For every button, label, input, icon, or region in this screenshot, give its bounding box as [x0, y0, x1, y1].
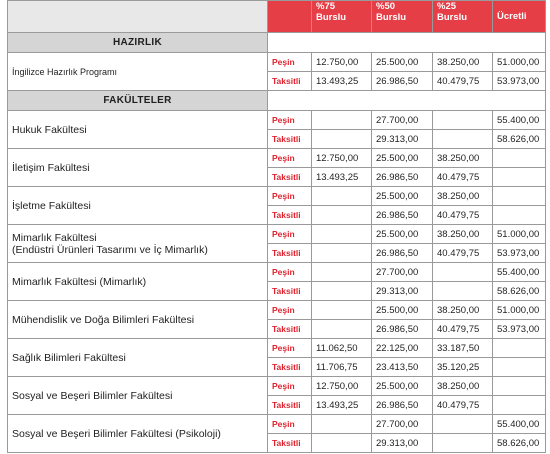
fee-full-cell: 58.626,00: [493, 282, 546, 301]
payment-type: Taksitli: [268, 320, 312, 339]
table-body: [8, 33, 546, 453]
fee-full-cell: [493, 206, 546, 225]
fee-50-cell: 26.986,50: [372, 168, 433, 187]
fee-50-cell: 26.986,50: [372, 206, 433, 225]
fee-75-cell: 13.493,25: [312, 396, 372, 415]
fee-25-cell: 38.250,00: [433, 149, 493, 168]
fee-full-cell: [493, 168, 546, 187]
payment-type: Peşin: [268, 377, 312, 396]
payment-type: Taksitli: [268, 244, 312, 263]
table-row: [8, 415, 546, 434]
table-row: [8, 225, 546, 244]
program-name: İletişim Fakültesi: [12, 161, 90, 174]
program-name: Mimarlık Fakültesi (Mimarlık): [12, 275, 147, 288]
program-name: Hukuk Fakültesi: [12, 123, 87, 136]
fee-75-cell: [312, 225, 372, 244]
fee-full-cell: 58.626,00: [493, 434, 546, 453]
program-name-cell: [8, 225, 268, 263]
fee-full-cell: 51.000,00: [493, 301, 546, 320]
fee-75-cell: 12.750,00: [312, 53, 372, 72]
fee-25-cell: 33.187,50: [433, 339, 493, 358]
header-row: [8, 1, 546, 33]
payment-type: Peşin: [268, 111, 312, 130]
fee-25-cell: 38.250,00: [433, 301, 493, 320]
program-name-cell: [8, 111, 268, 149]
section-header-row: [8, 33, 546, 53]
program-name-cell: [8, 149, 268, 187]
fee-25-cell: 38.250,00: [433, 53, 493, 72]
fee-25-cell: 40.479,75: [433, 206, 493, 225]
payment-type: Peşin: [268, 53, 312, 72]
payment-type: Taksitli: [268, 434, 312, 453]
fee-50-cell: 23.413,50: [372, 358, 433, 377]
fee-full-cell: 53.973,00: [493, 320, 546, 339]
table-row: [8, 301, 546, 320]
program-name-cell: [8, 187, 268, 225]
fee-50-cell: 22.125,00: [372, 339, 433, 358]
fee-75-cell: 11.706,75: [312, 358, 372, 377]
program-name-cell: [8, 301, 268, 339]
fee-25-cell: [433, 434, 493, 453]
fee-75-cell: [312, 111, 372, 130]
fee-25-cell: 40.479,75: [433, 396, 493, 415]
fee-75-cell: [312, 187, 372, 206]
fee-50-cell: 27.700,00: [372, 111, 433, 130]
payment-type: Peşin: [268, 187, 312, 206]
fee-full-cell: 51.000,00: [493, 225, 546, 244]
table-row: [8, 263, 546, 282]
fee-full-cell: [493, 149, 546, 168]
fee-25-cell: 40.479,75: [433, 244, 493, 263]
program-name: Sosyal ve Beşeri Bilimler Fakültesi: [12, 389, 173, 402]
payment-type: Peşin: [268, 339, 312, 358]
fee-50-cell: 27.700,00: [372, 263, 433, 282]
payment-type: Taksitli: [268, 206, 312, 225]
fee-25-cell: [433, 282, 493, 301]
fee-50-cell: 25.500,00: [372, 187, 433, 206]
payment-type: Taksitli: [268, 396, 312, 415]
payment-type: Peşin: [268, 263, 312, 282]
fee-full-cell: [493, 339, 546, 358]
table-row: [8, 377, 546, 396]
program-name: Mimarlık Fakültesi: [12, 231, 97, 244]
header-25-scholarship: [433, 1, 493, 33]
fee-50-cell: 25.500,00: [372, 149, 433, 168]
fee-25-cell: 38.250,00: [433, 377, 493, 396]
program-name: İngilizce Hazırlık Programı: [12, 66, 118, 77]
section-spacer-cell: [268, 33, 546, 53]
fee-full-cell: [493, 396, 546, 415]
payment-type: Taksitli: [268, 168, 312, 187]
payment-type: Taksitli: [268, 130, 312, 149]
program-name-cell: [8, 339, 268, 377]
fee-75-cell: [312, 282, 372, 301]
fee-50-cell: 29.313,00: [372, 282, 433, 301]
program-name: İşletme Fakültesi: [12, 199, 91, 212]
header-payment-type-cell: [268, 1, 312, 33]
fee-50-cell: 29.313,00: [372, 434, 433, 453]
fee-75-cell: [312, 244, 372, 263]
fee-50-cell: 25.500,00: [372, 377, 433, 396]
fee-75-cell: 13.493,25: [312, 168, 372, 187]
payment-type: Taksitli: [268, 72, 312, 91]
tuition-fee-table: [7, 0, 546, 453]
fee-50-cell: 25.500,00: [372, 301, 433, 320]
header-75-label: %75: [316, 1, 336, 12]
fee-25-cell: [433, 130, 493, 149]
table-row: [8, 339, 546, 358]
fee-75-cell: [312, 434, 372, 453]
program-name-cell: [8, 377, 268, 415]
fee-75-cell: [312, 130, 372, 149]
payment-type: Taksitli: [268, 358, 312, 377]
fee-25-cell: 38.250,00: [433, 187, 493, 206]
fee-75-cell: [312, 263, 372, 282]
table-row: [8, 187, 546, 206]
payment-type: Taksitli: [268, 282, 312, 301]
fee-25-cell: 40.479,75: [433, 72, 493, 91]
fee-50-cell: 25.500,00: [372, 53, 433, 72]
program-name: (Endüstri Ürünleri Tasarımı ve İç Mimarlık): [12, 243, 208, 256]
header-blank-cell: [8, 1, 268, 33]
fee-75-cell: 12.750,00: [312, 149, 372, 168]
fee-75-cell: [312, 320, 372, 339]
section-header-row: [8, 91, 546, 111]
program-name: Sosyal ve Beşeri Bilimler Fakültesi (Psikoloji): [12, 427, 221, 440]
fee-50-cell: 29.313,00: [372, 130, 433, 149]
fee-25-cell: 40.479,75: [433, 168, 493, 187]
header-75-sublabel: Burslu: [316, 12, 347, 23]
header-full-fee: Ücretli: [493, 1, 546, 33]
fee-full-cell: 53.973,00: [493, 244, 546, 263]
header-50-sublabel: Burslu: [376, 12, 407, 23]
payment-type: Peşin: [268, 225, 312, 244]
program-name-cell: [8, 53, 268, 91]
program-name: Sağlık Bilimleri Fakültesi: [12, 351, 126, 364]
section-title: FAKÜLTELER: [8, 91, 268, 111]
header-25-label: %25: [437, 1, 457, 12]
fee-25-cell: [433, 111, 493, 130]
fee-50-cell: 26.986,50: [372, 320, 433, 339]
fee-full-cell: 51.000,00: [493, 53, 546, 72]
fee-full-cell: 53.973,00: [493, 72, 546, 91]
table-row: [8, 111, 546, 130]
fee-25-cell: [433, 263, 493, 282]
header-25-sublabel: Burslu: [437, 12, 468, 23]
fee-50-cell: 25.500,00: [372, 225, 433, 244]
program-name: Mühendislik ve Doğa Bilimleri Fakültesi: [12, 313, 195, 326]
fee-25-cell: 35.120,25: [433, 358, 493, 377]
table-row: [8, 53, 546, 72]
fee-50-cell: 26.986,50: [372, 72, 433, 91]
fee-full-cell: 58.626,00: [493, 130, 546, 149]
fee-75-cell: 13.493,25: [312, 72, 372, 91]
fee-full-cell: [493, 358, 546, 377]
payment-type: Peşin: [268, 149, 312, 168]
fee-full-cell: [493, 377, 546, 396]
fee-75-cell: [312, 415, 372, 434]
fee-full-cell: 55.400,00: [493, 111, 546, 130]
header-50-label: %50: [376, 1, 396, 12]
fee-50-cell: 27.700,00: [372, 415, 433, 434]
header-50-scholarship: [372, 1, 433, 33]
fee-25-cell: 40.479,75: [433, 320, 493, 339]
section-spacer-cell: [268, 91, 546, 111]
program-name-cell: [8, 415, 268, 453]
payment-type: Peşin: [268, 415, 312, 434]
fee-75-cell: [312, 301, 372, 320]
header-75-scholarship: [312, 1, 372, 33]
payment-type: Peşin: [268, 301, 312, 320]
table-row: [8, 149, 546, 168]
fee-50-cell: 26.986,50: [372, 396, 433, 415]
fee-50-cell: 26.986,50: [372, 244, 433, 263]
fee-full-cell: 55.400,00: [493, 263, 546, 282]
fee-full-cell: 55.400,00: [493, 415, 546, 434]
fee-75-cell: [312, 206, 372, 225]
fee-25-cell: [433, 415, 493, 434]
fee-25-cell: 38.250,00: [433, 225, 493, 244]
fee-75-cell: 11.062,50: [312, 339, 372, 358]
fee-full-cell: [493, 187, 546, 206]
section-title: HAZIRLIK: [8, 33, 268, 53]
program-name-cell: [8, 263, 268, 301]
fee-75-cell: 12.750,00: [312, 377, 372, 396]
